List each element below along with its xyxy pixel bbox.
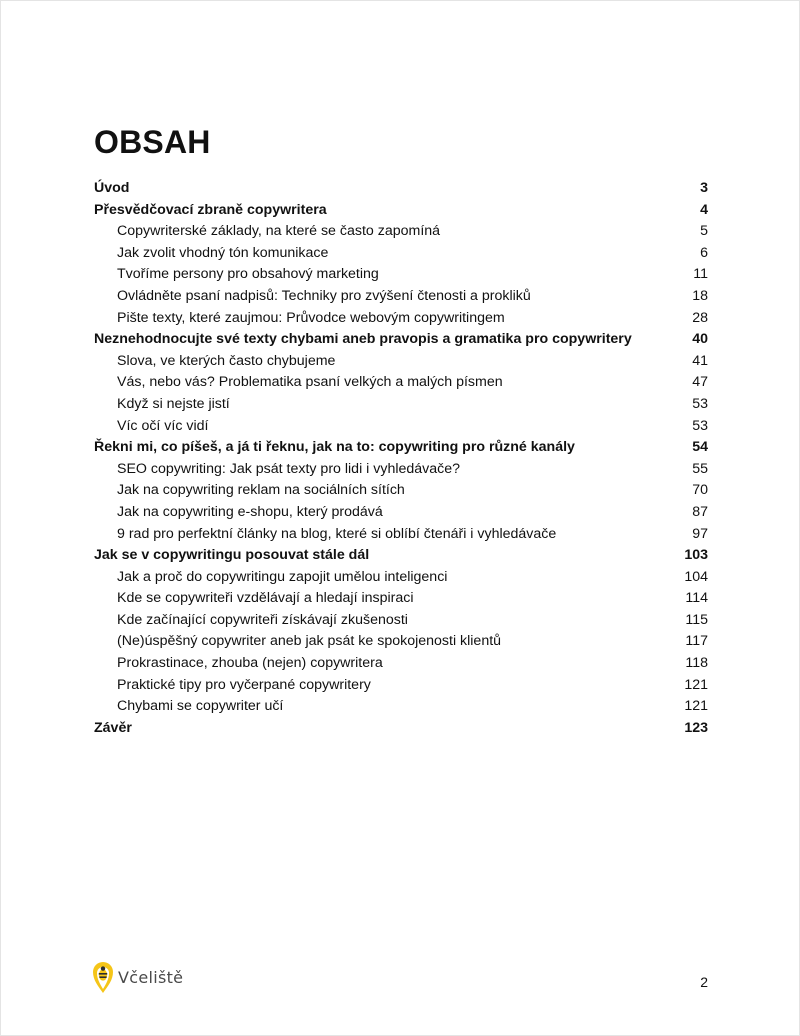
toc-section-entry[interactable] [94, 264, 708, 286]
toc-section-entry[interactable] [94, 502, 708, 524]
brand-logo [92, 960, 183, 994]
toc-entry-page: 115 [685, 611, 708, 628]
page-title: OBSAH [94, 124, 211, 160]
toc-entry-title: Když si nejste jistí [117, 395, 230, 412]
toc-section-entry[interactable] [94, 286, 708, 308]
toc-entry-title: Prokrastinace, zhouba (nejen) copywritera [117, 655, 383, 672]
toc-section-entry[interactable] [94, 351, 708, 373]
toc-entry-title: Vás, nebo vás? Problematika psaní velkých a malých písmen [117, 374, 503, 391]
toc-chapter-entry[interactable] [94, 329, 708, 351]
toc-section-entry[interactable] [94, 675, 708, 697]
toc-entry-title: Slova, ve kterých často chybujeme [117, 352, 336, 369]
toc-section-entry[interactable] [94, 480, 708, 502]
toc-entry-page: 87 [692, 503, 708, 520]
toc-entry-title: Chybami se copywriter učí [117, 698, 284, 715]
toc-section-entry[interactable] [94, 567, 708, 589]
toc-section-entry[interactable] [94, 308, 708, 330]
toc-entry-title: Ovládněte psaní nadpisů: Techniky pro zvýšení čtenosti a prokliků [117, 287, 531, 304]
toc-section-entry[interactable] [94, 653, 708, 675]
toc-entry-page: 54 [692, 439, 708, 456]
toc-section-entry[interactable] [94, 631, 708, 653]
toc-entry-title: Copywriterské základy, na které se často zapomíná [117, 223, 441, 240]
toc-entry-page: 3 [700, 180, 708, 196]
toc-entry-page: 121 [684, 676, 708, 693]
toc-section-entry[interactable] [94, 459, 708, 481]
toc-entry-page: 97 [692, 525, 708, 542]
toc-chapter-entry[interactable] [94, 437, 708, 459]
toc-section-entry[interactable] [94, 696, 708, 718]
toc-entry-page: 53 [692, 395, 708, 412]
toc-chapter-entry[interactable] [94, 178, 708, 200]
toc-chapter-entry[interactable] [94, 200, 708, 222]
toc-entry-title: Tvoříme persony pro obsahový marketing [117, 266, 379, 283]
toc-section-entry[interactable] [94, 394, 708, 416]
toc-entry-title: Jak se v copywritingu posouvat stále dál [94, 547, 370, 564]
toc-section-entry[interactable] [94, 524, 708, 546]
bee-logo-icon [92, 960, 114, 994]
toc-entry-page: 55 [692, 460, 708, 477]
toc-entry-title: Jak na copywriting e-shopu, který prodává [117, 503, 383, 520]
toc-entry-page: 4 [700, 201, 708, 218]
toc-section-entry[interactable] [94, 221, 708, 243]
toc-entry-title: Úvod [94, 180, 130, 196]
table-of-contents [94, 178, 708, 739]
toc-entry-page: 28 [692, 309, 708, 326]
toc-entry-page: 5 [700, 223, 708, 240]
toc-entry-title: Jak na copywriting reklam na sociálních sítích [117, 482, 405, 499]
toc-entry-title: Kde se copywriteři vzdělávají a hledají inspiraci [117, 590, 414, 607]
toc-entry-page: 6 [700, 244, 708, 261]
toc-entry-page: 103 [684, 547, 708, 564]
toc-entry-page: 47 [692, 374, 708, 391]
toc-entry-title: Řekni mi, co píšeš, a já ti řeknu, jak na to: copywriting pro různé kanály [94, 439, 575, 456]
toc-entry-page: 121 [684, 698, 708, 715]
toc-entry-page: 114 [685, 590, 708, 607]
toc-entry-page: 118 [685, 655, 708, 672]
toc-section-entry[interactable] [94, 372, 708, 394]
toc-entry-title: 9 rad pro perfektní články na blog, které si oblíbí čtenáři i vyhledávače [117, 525, 557, 542]
toc-entry-title: Přesvědčovací zbraně copywritera [94, 201, 327, 218]
page-number: 2 [700, 974, 708, 990]
toc-entry-page: 18 [692, 287, 708, 304]
toc-chapter-entry[interactable] [94, 718, 708, 740]
toc-section-entry[interactable] [94, 610, 708, 632]
toc-entry-page: 123 [684, 719, 708, 736]
brand-name: Včeliště [118, 967, 184, 987]
toc-entry-page: 40 [692, 331, 708, 348]
toc-entry-page: 104 [684, 568, 708, 585]
toc-entry-title: (Ne)úspěšný copywriter aneb jak psát ke spokojenosti klientů [117, 633, 502, 650]
toc-entry-title: Jak zvolit vhodný tón komunikace [117, 244, 329, 261]
toc-chapter-entry[interactable] [94, 545, 708, 567]
toc-entry-page: 53 [692, 417, 708, 434]
toc-entry-title: Neznehodnocujte své texty chybami aneb pravopis a gramatika pro copywritery [94, 331, 632, 348]
toc-entry-page: 11 [693, 266, 708, 283]
toc-entry-title: Praktické tipy pro vyčerpané copywritery [117, 676, 371, 693]
toc-section-entry[interactable] [94, 243, 708, 265]
toc-entry-title: Závěr [94, 719, 132, 736]
toc-entry-page: 70 [692, 482, 708, 499]
toc-entry-page: 41 [692, 352, 708, 369]
toc-entry-page: 117 [685, 633, 708, 650]
toc-entry-title: Jak a proč do copywritingu zapojit umělou inteligenci [117, 568, 448, 585]
toc-entry-title: Víc očí víc vidí [117, 417, 209, 434]
toc-section-entry[interactable] [94, 588, 708, 610]
toc-entry-title: SEO copywriting: Jak psát texty pro lidi i vyhledávače? [117, 460, 461, 477]
toc-entry-title: Pište texty, které zaujmou: Průvodce webovým copywritingem [117, 309, 505, 326]
toc-entry-title: Kde začínající copywriteři získávají zkušenosti [117, 611, 408, 628]
toc-section-entry[interactable] [94, 416, 708, 438]
